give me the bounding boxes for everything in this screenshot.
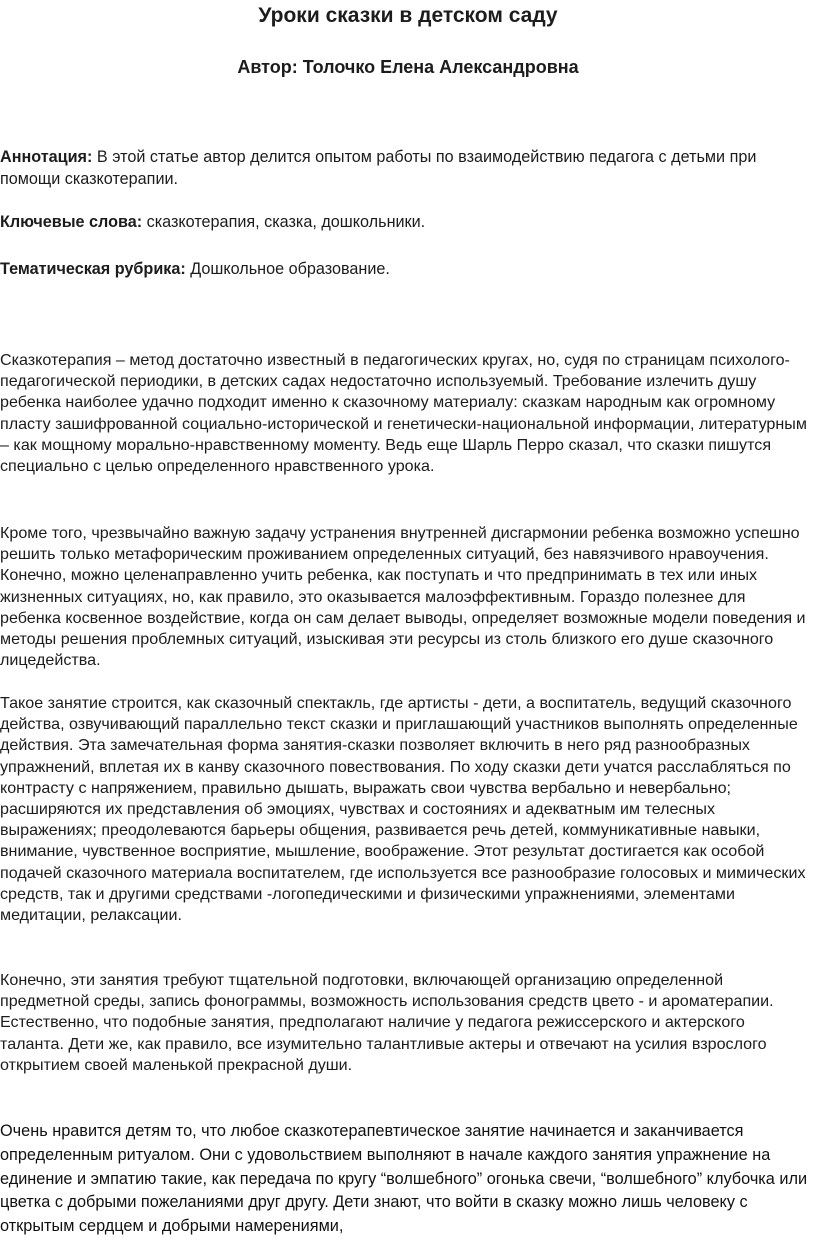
annotation-text: В этой статье автор делится опытом работы по взаимодействию педагога с детьми при помощи сказкотерапии. bbox=[0, 148, 757, 188]
body-paragraph: Очень нравится детям то, что любое сказкотерапевтическое занятие начинается и заканчивается определенным ритуалом. Они с удовольствием выполняют в начале каждого занятия упражнение на единение и эмпатию такие, как передача по кругу “волшебного” огонька свечи, “волшебного” клубочка или цветка с добрыми пожеланиями друг другу. Дети знают, что войти в сказку можно лишь человеку с открытым сердцем и добрыми намерениями, bbox=[0, 1122, 808, 1236]
keywords-text: сказкотерапия, сказка, дошкольники. bbox=[142, 213, 426, 231]
document-title: Уроки сказки в детском саду bbox=[258, 4, 558, 27]
body-paragraph: Такое занятие строится, как сказочный спектакль, где артисты - дети, а воспитатель, ведущий сказочного действа, озвучивающий параллельно текст сказки и приглашающий участников выполнять определенные действия. Эта замечательная форма занятия-сказки позволяет включить в него ряд разнообразных упражнений, вплетая их в канву сказочного повествования. По ходу сказки дети учатся расслабляться по контрасту с напряжением, правильно дышать, выражать свои чувства вербально и невербально; расширяются их представления об эмоциях, чувствах и состояниях и адекватным им телесных выражениях; преодолеваются барьеры общения, развивается речь детей, коммуникативные навыки, внимание, чувственное восприятие, мышление, воображение. Этот результат достигается как особой подачей сказочного материала воспитателем, где используется все разнообразие голосовых и мимических средств, так и другими средствами -логопедическими и физическими упражнениями, элементами медитации, релаксации. bbox=[0, 694, 806, 925]
thematic-rubric bbox=[0, 259, 808, 281]
body-paragraph: Кроме того, чрезвычайно важную задачу устранения внутренней дисгармонии ребенка возможно успешно решить только метафорическим проживанием определенных ситуаций, без навязчивого нравоучения. Конечно, можно целенаправленно учить ребенка, как поступать и что предпринимать в тех или иных жизненных ситуациях, но, как правило, это оказывается малоэффективным. Гораздо полезнее для ребенка косвенное воздействие, когда он сам делает выводы, определяет возможные модели поведения и методы решения проблемных ситуаций, изыскивая эти ресурсы из столь близкого его душе сказочного лицедейства. bbox=[0, 524, 806, 670]
rubric-label: Тематическая рубрика: bbox=[0, 260, 186, 278]
rubric-text: Дошкольное образование. bbox=[185, 260, 390, 278]
body-paragraph: Сказкотерапия – метод достаточно известный в педагогических кругах, но, судя по страницам психолого-педагогической периодики, в детских садах недостаточно используемый. Требование излечить душу ребенка наиболее удачно подходит именно к сказочному материалу: сказкам народным как огромному пласту зашифрованной социально-исторической и генетически-национальной информации, литературным – как мощному морально-нравственному моменту. Ведь еще Шарль Перро сказал, что сказки пишутся специально с целью определенного нравственного урока. bbox=[0, 351, 807, 476]
keywords-label: Ключевые слова: bbox=[0, 213, 143, 231]
body-paragraph: Конечно, эти занятия требуют тщательной подготовки, включающей организацию определенной предметной среды, запись фонограммы, возможность использования средств цвето - и ароматерапии. Естественно, что подобные занятия, предполагают наличие у педагога режиссерского и актерского таланта. Дети же, как правило, все изумительно талантливые актеры и отвечают на усилия взрослого открытием своей маленькой прекрасной души. bbox=[0, 971, 774, 1074]
document-author: Автор: Толочко Елена Александровна bbox=[237, 57, 579, 77]
annotation-label: Аннотация: bbox=[0, 148, 93, 166]
annotation bbox=[0, 147, 808, 190]
keywords bbox=[0, 212, 808, 234]
